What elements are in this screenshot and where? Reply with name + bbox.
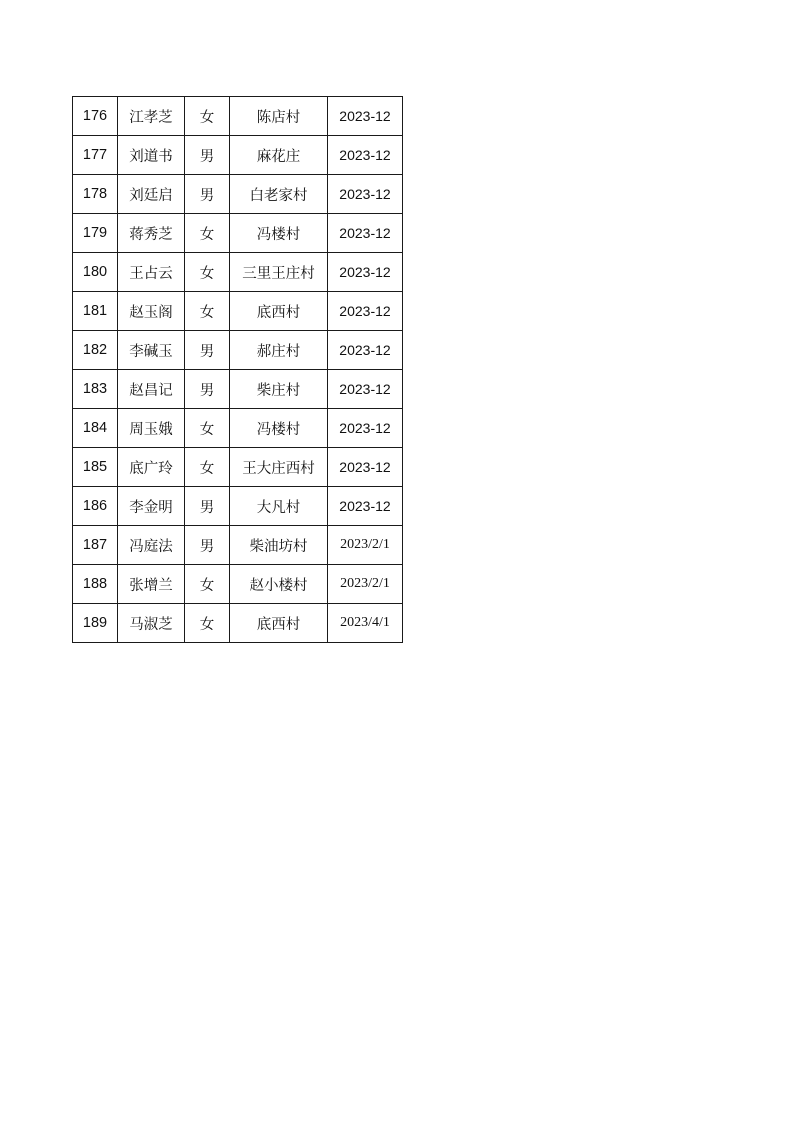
cell-village: 冯楼村	[230, 409, 328, 448]
cell-village: 白老家村	[230, 175, 328, 214]
cell-gender: 男	[185, 526, 230, 565]
cell-number: 179	[73, 214, 118, 253]
cell-village: 三里王庄村	[230, 253, 328, 292]
cell-gender: 女	[185, 253, 230, 292]
cell-number: 185	[73, 448, 118, 487]
cell-gender: 男	[185, 136, 230, 175]
table-row	[73, 253, 403, 292]
cell-gender: 女	[185, 292, 230, 331]
cell-number: 188	[73, 565, 118, 604]
roster-table-body	[73, 97, 403, 643]
cell-gender: 女	[185, 565, 230, 604]
cell-gender: 男	[185, 175, 230, 214]
cell-name: 王占云	[118, 253, 185, 292]
table-row	[73, 487, 403, 526]
cell-date: 2023-12	[328, 214, 403, 253]
cell-gender: 女	[185, 97, 230, 136]
cell-number: 184	[73, 409, 118, 448]
cell-number: 176	[73, 97, 118, 136]
table-row	[73, 604, 403, 643]
roster-table	[72, 96, 403, 643]
cell-name: 马淑芝	[118, 604, 185, 643]
cell-date: 2023-12	[328, 448, 403, 487]
cell-gender: 男	[185, 370, 230, 409]
table-row	[73, 292, 403, 331]
cell-date: 2023-12	[328, 175, 403, 214]
table-row	[73, 565, 403, 604]
cell-date: 2023-12	[328, 97, 403, 136]
cell-gender: 女	[185, 409, 230, 448]
cell-date: 2023-12	[328, 370, 403, 409]
cell-name: 江孝芝	[118, 97, 185, 136]
cell-gender: 女	[185, 604, 230, 643]
cell-date: 2023/2/1	[328, 526, 403, 565]
cell-number: 186	[73, 487, 118, 526]
cell-name: 底广玲	[118, 448, 185, 487]
cell-date: 2023-12	[328, 331, 403, 370]
cell-number: 182	[73, 331, 118, 370]
cell-number: 181	[73, 292, 118, 331]
table-row	[73, 370, 403, 409]
cell-name: 刘道书	[118, 136, 185, 175]
cell-number: 180	[73, 253, 118, 292]
table-row	[73, 448, 403, 487]
cell-village: 麻花庄	[230, 136, 328, 175]
cell-village: 王大庄西村	[230, 448, 328, 487]
cell-village: 郝庄村	[230, 331, 328, 370]
cell-gender: 女	[185, 448, 230, 487]
cell-village: 陈店村	[230, 97, 328, 136]
cell-village: 赵小楼村	[230, 565, 328, 604]
cell-name: 李金明	[118, 487, 185, 526]
cell-name: 刘廷启	[118, 175, 185, 214]
table-row	[73, 409, 403, 448]
cell-gender: 女	[185, 214, 230, 253]
cell-date: 2023-12	[328, 409, 403, 448]
cell-name: 周玉娥	[118, 409, 185, 448]
cell-name: 李碱玉	[118, 331, 185, 370]
cell-date: 2023-12	[328, 136, 403, 175]
cell-gender: 男	[185, 487, 230, 526]
cell-name: 赵昌记	[118, 370, 185, 409]
cell-date: 2023-12	[328, 253, 403, 292]
cell-village: 柴油坊村	[230, 526, 328, 565]
table-row	[73, 214, 403, 253]
cell-number: 187	[73, 526, 118, 565]
cell-date: 2023-12	[328, 292, 403, 331]
cell-date: 2023-12	[328, 487, 403, 526]
cell-number: 177	[73, 136, 118, 175]
table-row	[73, 526, 403, 565]
table-row	[73, 97, 403, 136]
table-row	[73, 331, 403, 370]
cell-name: 冯庭法	[118, 526, 185, 565]
cell-name: 张增兰	[118, 565, 185, 604]
table-row	[73, 136, 403, 175]
cell-number: 189	[73, 604, 118, 643]
cell-number: 183	[73, 370, 118, 409]
cell-village: 底西村	[230, 604, 328, 643]
cell-village: 底西村	[230, 292, 328, 331]
cell-village: 柴庄村	[230, 370, 328, 409]
cell-name: 赵玉阁	[118, 292, 185, 331]
cell-village: 大凡村	[230, 487, 328, 526]
cell-date: 2023/2/1	[328, 565, 403, 604]
table-row	[73, 175, 403, 214]
cell-village: 冯楼村	[230, 214, 328, 253]
cell-number: 178	[73, 175, 118, 214]
cell-name: 蒋秀芝	[118, 214, 185, 253]
cell-gender: 男	[185, 331, 230, 370]
cell-date: 2023/4/1	[328, 604, 403, 643]
